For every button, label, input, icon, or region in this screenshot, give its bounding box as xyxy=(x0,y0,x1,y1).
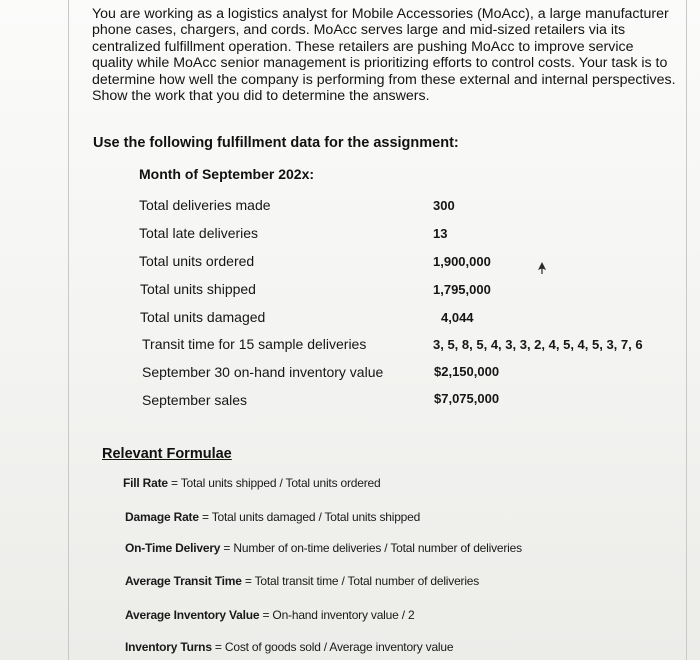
right-page-border xyxy=(686,0,687,660)
formula-definition: = Total units damaged / Total units shipped xyxy=(198,510,421,524)
formula-term: Inventory Turns xyxy=(125,640,212,654)
row-value-units-shipped: 1,795,000 xyxy=(433,282,491,297)
formula-definition: = Total transit time / Total number of deliveries xyxy=(241,574,480,588)
formula-average-inventory-value xyxy=(125,608,414,622)
row-value-total-deliveries: 300 xyxy=(433,198,455,213)
row-value-late-deliveries: 13 xyxy=(433,226,448,241)
row-label-late-deliveries: Total late deliveries xyxy=(139,225,259,241)
formula-average-transit-time xyxy=(125,574,479,588)
formula-term: Average Transit Time xyxy=(125,574,242,588)
formula-definition: = Cost of goods sold / Average inventory value xyxy=(211,640,454,654)
row-value-transit-time: 3, 5, 8, 5, 4, 3, 3, 2, 4, 5, 4, 5, 3, 7, 6 xyxy=(433,337,643,352)
formula-damage-rate xyxy=(125,510,420,524)
intro-paragraph: You are working as a logistics analyst for Mobile Accessories (MoAcc), a large manufacturer phone cases, chargers, and cords. MoAcc serves large and mid-sized retailers via its centralized fulfillment operation. These retailers are pushing MoAcc to improve service quality while MoAcc senior management is prioritizing efforts to control costs. Your task is to determine how well the company is performing from these external and internal perspectives. Show the work that you did to determine the answers. xyxy=(92,6,676,105)
row-label-september-sales: September sales xyxy=(142,392,248,408)
formula-term: Damage Rate xyxy=(125,510,199,524)
formula-term: Fill Rate xyxy=(123,476,168,490)
month-heading: Month of September 202x: xyxy=(139,166,315,182)
formula-definition: = On-hand inventory value / 2 xyxy=(259,608,415,622)
formula-definition: = Total units shipped / Total units ordered xyxy=(167,476,381,490)
row-label-units-damaged: Total units damaged xyxy=(140,309,266,325)
formulae-heading: Relevant Formulae xyxy=(102,446,232,462)
formula-inventory-turns xyxy=(125,640,453,654)
formula-fill-rate xyxy=(123,476,380,490)
left-page-border xyxy=(68,0,69,660)
row-label-units-ordered: Total units ordered xyxy=(139,253,255,269)
row-label-total-deliveries: Total deliveries made xyxy=(139,197,271,213)
row-value-units-damaged: 4,044 xyxy=(441,310,474,325)
formula-definition: = Number of on-time deliveries / Total number of deliveries xyxy=(220,541,522,555)
row-value-september-sales: $7,075,000 xyxy=(434,391,500,406)
row-value-on-hand-inventory: $2,150,000 xyxy=(434,364,500,379)
formula-term: Average Inventory Value xyxy=(125,608,260,622)
row-label-on-hand-inventory: September 30 on-hand inventory value xyxy=(142,364,384,380)
data-section-heading: Use the following fulfillment data for the assignment: xyxy=(93,135,459,151)
row-label-units-shipped: Total units shipped xyxy=(140,281,256,297)
row-label-transit-time: Transit time for 15 sample deliveries xyxy=(142,336,367,352)
mouse-pointer-icon xyxy=(537,262,547,274)
row-value-units-ordered: 1,900,000 xyxy=(433,254,491,269)
formula-term: On-Time Delivery xyxy=(125,541,221,555)
formula-on-time-delivery xyxy=(125,541,522,555)
